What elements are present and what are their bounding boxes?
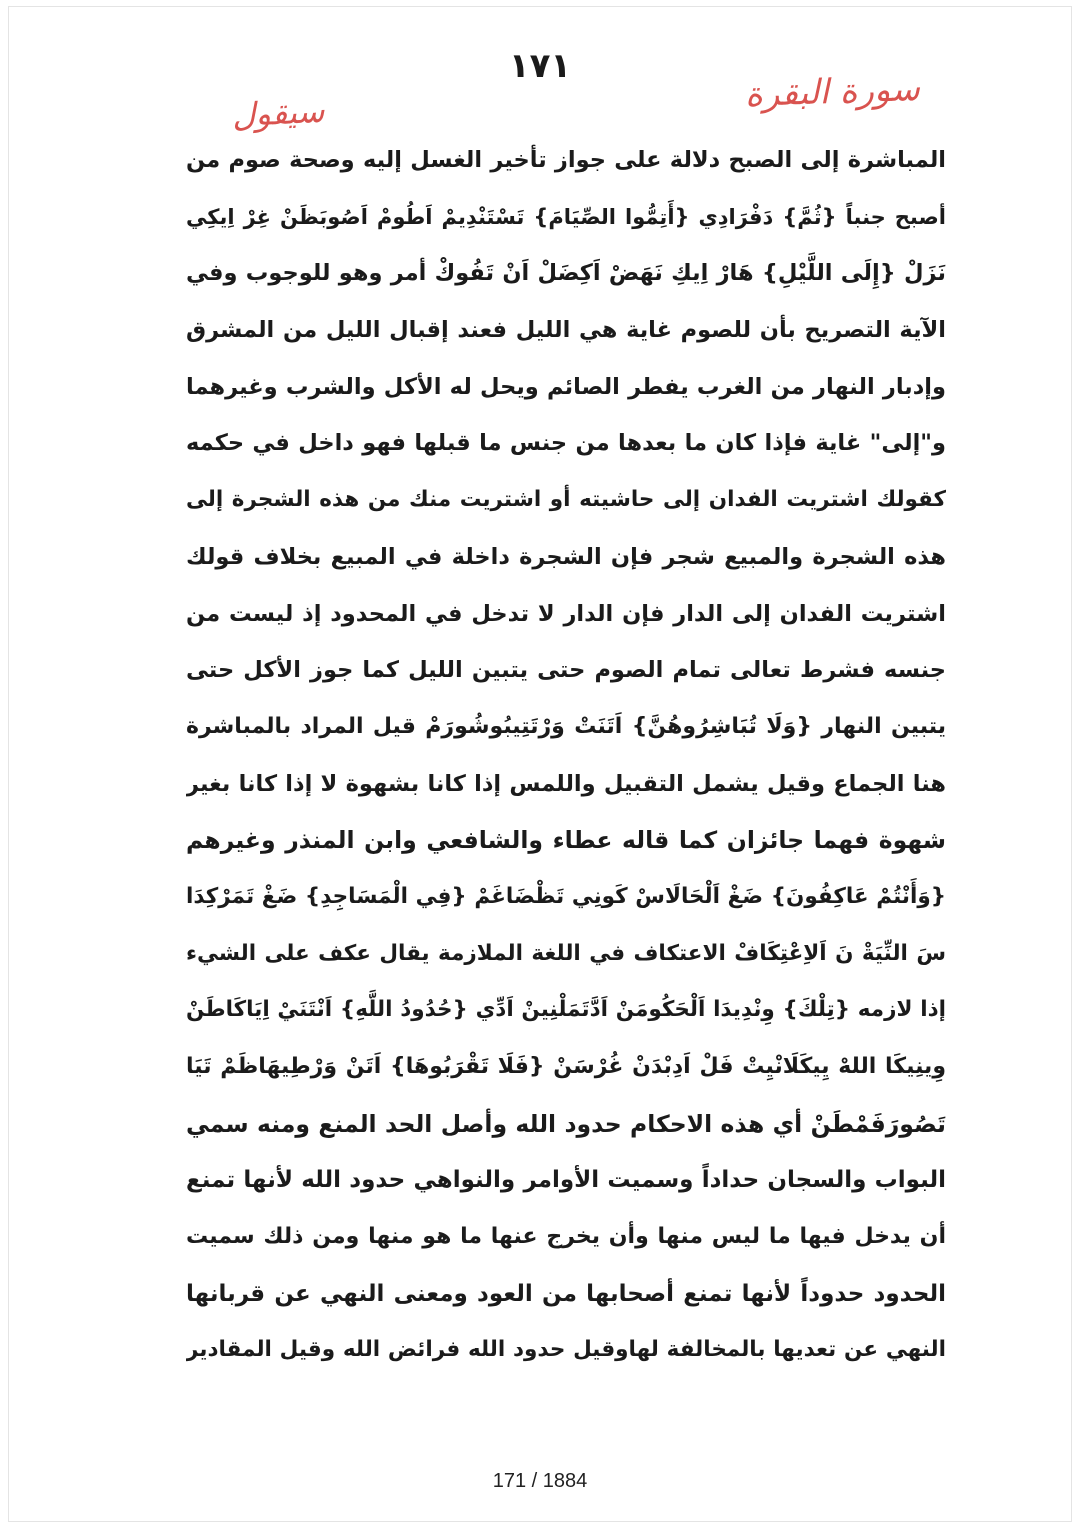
text-line: اشتريت الفدان إلى الدار فإن الدار لا تدخل في المحدود إذ ليست من [186,600,946,627]
text-line: و"إلى" غاية فإذا كان ما بعدها من جنس ما قبلها فهو داخل في حكمه [186,430,946,457]
body-text [186,132,946,1379]
text-line: أن يدخل فيها ما ليس منها وأن يخرج عنها ما هو منها ومن ذلك سميت [186,1224,946,1250]
text-line: نَزَلْ {إِلَى اللَّيْلِ} هَارْ اِيكِ نَهَضْ اَكِضَلْ اَنْ تَفُوكْ أمر وهو للوجوب وفي [186,260,946,287]
text-line: المباشرة إلى الصبح دلالة على جواز تأخير الغسل إليه وصحة صوم من [186,147,946,173]
text-line: شهوة فهما جائزان كما قاله عطاء والشافعي وابن المنذر وغيرهم [186,826,946,855]
text-line: هنا الجماع وقيل يشمل التقبيل واللمس إذا كانا بشهوة لا إذا كانا بغير [186,770,946,797]
text-line: جنسه فشرط تعالى تمام الصوم حتى يتبين الليل كما جوز الأكل حتى [186,657,946,684]
text-line: إذا لازمه {تِلْكَ} وِنْدِيدَا اَلْحَكُومَنْ اَدَّتَمَلْنِينْ اَدِّي {حُدُودُ اللَّهِ} اَنْتَنَيْ اِيَاكَاطَنْ [186,997,946,1023]
text-line: النهي عن تعديها بالمخالفة لهاوقيل حدود الله فرائض الله وقيل المقادير [186,1337,946,1363]
text-line: {وَأَنْتُمْ عَاكِفُونَ} ضَغْ اَلْحَالَاسْ كَونِي تَظْضَاغَمْ {فِي الْمَسَاجِدِ} ضَغْ تَمَرْكِدَا [186,883,946,909]
text-line: تَصُورَفَمْطَنْ أي هذه الاحكام حدود الله وأصل الحد المنع ومنه سمي [186,1109,946,1138]
page-number: ١٧١ [508,46,572,86]
text-line: يتبين النهار {وَلَا تُبَاشِرُوهُنَّ} اَتَنَتْ وَرْتَتِيبُوشُورَمْ قيل المراد بالمباشرة [186,713,946,739]
handwritten-juz-note: سيقول [231,91,326,135]
text-line: سَ النِّيَةْ نَ اَلاِعْتِكَافْ الاعتكاف في اللغة الملازمة يقال عكف على الشيء [186,940,946,966]
text-line: الحدود حدوداً لأنها تمنع أصحابها من العود ومعنى النهي عن قربانها [186,1280,946,1307]
text-line: وِينِيكَا اللهْ يِيكَلَانْيِتْ فَلْ اَدِبْدَنْ غُرْسَنْ {فَلَا تَقْرَبُوهَا} اَتَنْ وَرْطِيهَاظَمْ تَيَا [186,1054,946,1079]
text-line: وإدبار النهار من الغرب يفطر الصائم ويحل له الأكل والشرب وغيرهما [186,373,946,400]
text-line: هذه الشجرة والمبيع شجر فإن الشجرة داخلة في المبيع بخلاف قولك [186,543,946,570]
handwritten-surah-note: سورة البقرة [744,68,921,116]
pagination-indicator: 171 / 1884 [492,1470,588,1492]
text-line: الآية التصريح بأن للصوم غاية هي الليل فعند إقبال الليل من المشرق [186,317,946,344]
text-line: البواب والسجان حداداً وسميت الأوامر والنواهي حدود الله لأنها تمنع [186,1167,946,1194]
text-line: أصبح جنباً {ثُمَّ} دَفْرَادِي {أَتِمُّوا الصِّيَامَ} تَسْتَنْدِيمْ اَطُومْ اَصُوبَظَنْ غِرْ اِيكِي [186,204,946,229]
text-line: كقولك اشتريت الفدان إلى حاشيته أو اشتريت منك من هذه الشجرة إلى [186,487,946,513]
